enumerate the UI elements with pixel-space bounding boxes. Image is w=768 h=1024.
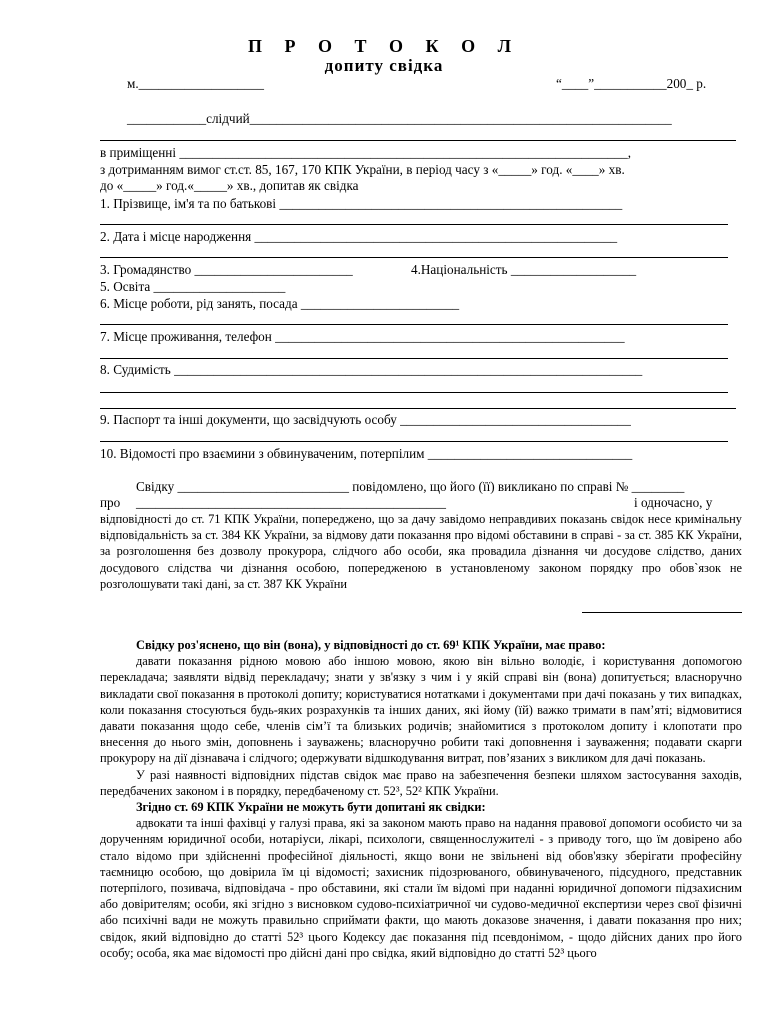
field-birth: 2. Дата і місце народження _______________________________________________________ — [100, 229, 618, 244]
field-nationality: 4.Національність ___________________ — [411, 262, 637, 277]
field-citizenship: 3. Громадянство ________________________ — [100, 262, 353, 277]
blank-rule — [100, 358, 728, 359]
field-documents: 9. Паспорт та інші документи, що засвідчують особу ___________________________________ — [100, 412, 631, 427]
blank-rule — [100, 224, 728, 225]
field-workplace: 6. Місце роботи, рід занять, посада ________________________ — [100, 296, 460, 311]
place-line: м.___________________ — [127, 76, 264, 91]
blank-rule — [100, 392, 728, 393]
field-residence: 7. Місце проживання, телефон _____________________________________________________ — [100, 329, 625, 344]
date-line: “____”___________200_ р. — [556, 76, 707, 91]
warning-body: відповідності до ст. 71 КПК України, попереджено, що за дачу завідомо неправдивих показань свідок несе кримінальну відповідальність за ст. 384 КК України, за відмову дати показання про відомі обставини в справі - за ст. 385 КК України, за розголошення без дозволу прокурора, слідчого або особи, яка провадила дізнання чи досудове слідство, даних досудового слідства чи дізнання особою, попередженою в установленому законом порядку про обов`язок не розголошувати такі дані, за ст. 387 КК України — [100, 512, 742, 591]
field-full-name: 1. Прізвище, ім'я та по батькові ____________________________________________________ — [100, 196, 623, 211]
investigator-line: ____________слідчий________________________________________________________________ — [127, 111, 672, 126]
blank-rule — [100, 140, 736, 141]
signature-line — [582, 612, 742, 613]
rights-section — [100, 637, 742, 961]
rights-safety: У разі наявності відповідних підстав свідок має право на забезпечення безпеки шляхом застосування заходів, передбачених законом і в порядку, передбаченому ст. 52³, 52² КПК України. — [100, 767, 742, 798]
compliance-line: з дотриманням вимог ст.ст. 85, 167, 170 КПК України, в період часу з «_____» год. «____» хв. — [100, 162, 625, 177]
field-convictions: 8. Судимість _______________________________________________________________________ — [100, 362, 643, 377]
document-title: П Р О Т О К О Л — [248, 36, 520, 56]
until-line: до «_____» год.«_____» хв., допитав як свідка — [100, 178, 359, 193]
warning-line-1: Свідку __________________________ повідомлено, що його (її) викликано по справі № ________ — [136, 479, 685, 494]
warning-simultaneously: і одночасно, у — [634, 495, 713, 510]
warning-about-blank: _______________________________________________ — [136, 495, 446, 510]
field-relations: 10. Відомості про взаємини з обвинуваченим, потерпілим _______________________________ — [100, 446, 633, 461]
blank-rule — [100, 257, 728, 258]
blank-rule — [100, 408, 736, 409]
exclusions-body: адвокати та інші фахівці у галузі права, які за законом мають право на надання правової допомоги особисто чи за дорученням юридичної особи, нотаріуси, лікарі, психологи, священнослужителі - з приводу того, що їм довірено або стало відомо при здійсненні професійної діяльності, якщо вони не звільнені від обов'язку зберігати професійну таємницю особою, що довірила їм ці відомості; захисник підозрюваного, обвинуваченого, підсудного, представник потерпілого, позивача, відповідача - про обставини, які стали їм відомі при наданні юридичної допомоги підзахисним або довірителям; особи, які згідно з висновком судово-психіатричної чи судово-медичної експертизи через свої фізичні або психічні вади не можуть правильно сприймати факти, що мають доказове значення, і давати показання про них; свідок, який відповідно до статті 52³ цього Кодексу дає показання під псевдонімом, - щодо дійсних даних про його особу; особа, яка має відомості про дійсні дані про свідка, який відповідно до статті 52³ цього — [100, 816, 742, 960]
rights-heading: Свідку роз'яснено, що він (вона), у відповідності до ст. 69¹ КПК України, має право: — [136, 638, 606, 652]
blank-rule — [100, 441, 728, 442]
warning-about-label: про — [100, 495, 121, 510]
exclusions-heading: Згідно ст. 69 КПК України не можуть бути допитані як свідки: — [136, 800, 486, 815]
document-subtitle: допиту свідка — [324, 56, 444, 75]
room-line: в приміщенні ____________________________________________________________________, — [100, 145, 631, 160]
rights-body: давати показання рідною мовою або іншою мовою, якою він вільно володіє, і користування допомогою перекладача; заявляти відвід перекладачу; знати у зв'язку з чим і у якій справі він (вона) допитується; власноручно викладати свої показання в протоколі допиту; користуватися нотатками і документами при дачі показань у тих випадках, коли показання стосуються будь-яких розрахунків та інших даних, які йому (їй) важко тримати в пам’яті; відмовитися давати показання щодо себе, членів сім’ї та близьких родичів; знайомитися з протоколом допиту і клопотати про внесення до нього змін, доповнень і зауважень; власноручно робити такі доповнення і зауваження; подавати скарги прокурору на дії дізнавача і слідчого; одержувати відшкодування витрат, пов’язаних з викликом для дачі показань. — [100, 654, 742, 766]
blank-rule — [100, 324, 728, 325]
field-education: 5. Освіта ____________________ — [100, 279, 286, 294]
